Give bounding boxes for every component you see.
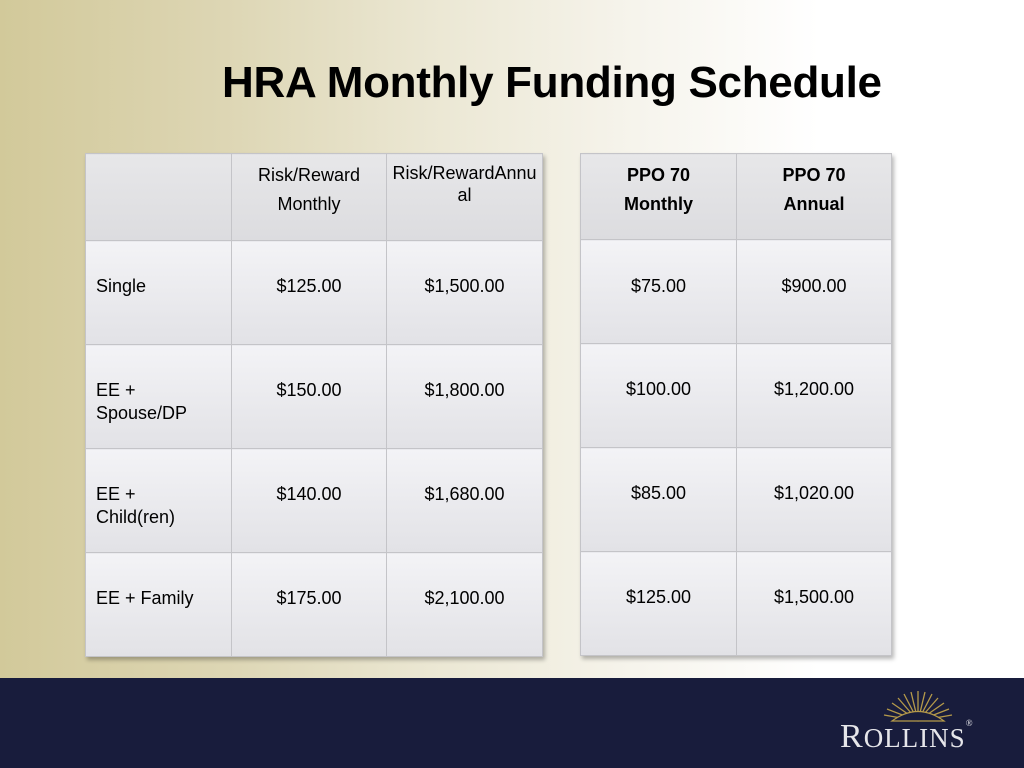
value-text: $125.00 bbox=[276, 276, 342, 296]
ppo70-table bbox=[580, 153, 892, 656]
header-line: Monthly bbox=[277, 194, 341, 214]
row-label-text: EE + bbox=[96, 484, 136, 504]
table-row bbox=[581, 448, 892, 552]
header-line: PPO 70 bbox=[626, 165, 691, 185]
value-cell bbox=[387, 553, 543, 657]
value-text: $2,100.00 bbox=[424, 588, 505, 608]
header-ppo70-annual bbox=[737, 154, 892, 240]
value-cell bbox=[737, 552, 892, 656]
slide-title: HRA Monthly Funding Schedule bbox=[222, 58, 882, 107]
header-row bbox=[86, 154, 543, 241]
value-cell bbox=[387, 241, 543, 345]
table-row bbox=[581, 552, 892, 656]
header-risk-reward-annual bbox=[387, 154, 543, 241]
value-cell bbox=[232, 553, 387, 657]
value-cell bbox=[581, 448, 737, 552]
header-cell-empty bbox=[86, 154, 232, 241]
value-cell bbox=[232, 345, 387, 449]
table-row bbox=[86, 345, 543, 449]
value-cell bbox=[581, 344, 737, 448]
value-text: $85.00 bbox=[630, 483, 687, 503]
row-label-text: Child(ren) bbox=[96, 507, 176, 527]
row-label bbox=[86, 449, 232, 553]
header-line: Monthly bbox=[624, 194, 693, 214]
value-text: $900.00 bbox=[781, 276, 847, 296]
rollins-logo bbox=[838, 688, 1008, 762]
value-cell bbox=[387, 345, 543, 449]
value-cell bbox=[581, 552, 737, 656]
header-row bbox=[581, 154, 892, 240]
value-text: $100.00 bbox=[625, 379, 692, 399]
row-label-text: Single bbox=[96, 276, 147, 296]
value-cell bbox=[581, 240, 737, 344]
value-text: $140.00 bbox=[276, 484, 342, 504]
table-row bbox=[581, 240, 892, 344]
value-text: $1,500.00 bbox=[773, 587, 855, 607]
value-text: $1,500.00 bbox=[424, 276, 505, 296]
risk-reward-table bbox=[85, 153, 543, 657]
value-text: $75.00 bbox=[630, 276, 687, 296]
value-cell bbox=[737, 448, 892, 552]
table-row bbox=[86, 241, 543, 345]
header-line: PPO 70 bbox=[782, 165, 846, 185]
value-text: $1,200.00 bbox=[773, 379, 855, 399]
row-label-text: EE + bbox=[96, 380, 136, 400]
value-cell bbox=[387, 449, 543, 553]
header-ppo70-monthly bbox=[581, 154, 737, 240]
value-cell bbox=[737, 240, 892, 344]
value-text: $1,800.00 bbox=[424, 380, 505, 400]
table-row bbox=[86, 553, 543, 657]
header-line: Risk/Reward bbox=[257, 165, 361, 185]
value-cell bbox=[232, 449, 387, 553]
value-text: $150.00 bbox=[276, 380, 342, 400]
value-text: $175.00 bbox=[276, 588, 342, 608]
table-row bbox=[581, 344, 892, 448]
value-cell bbox=[232, 241, 387, 345]
wordmark-initial: R bbox=[840, 718, 864, 755]
header-line: Risk/RewardAnnual bbox=[392, 163, 537, 205]
row-label-text: EE + Family bbox=[96, 588, 194, 608]
row-label bbox=[86, 345, 232, 449]
value-text: $1,020.00 bbox=[773, 483, 855, 503]
header-risk-reward-monthly bbox=[232, 154, 387, 241]
value-cell bbox=[737, 344, 892, 448]
registered-mark: ® bbox=[965, 718, 974, 728]
row-label-text: Spouse/DP bbox=[96, 403, 188, 423]
table-row bbox=[86, 449, 543, 553]
value-text: $125.00 bbox=[625, 587, 692, 607]
header-line: Annual bbox=[783, 194, 845, 214]
value-text: $1,680.00 bbox=[424, 484, 505, 504]
row-label bbox=[86, 553, 232, 657]
rollins-wordmark bbox=[840, 718, 974, 756]
row-label bbox=[86, 241, 232, 345]
wordmark-rest: OLLINS bbox=[863, 723, 966, 753]
